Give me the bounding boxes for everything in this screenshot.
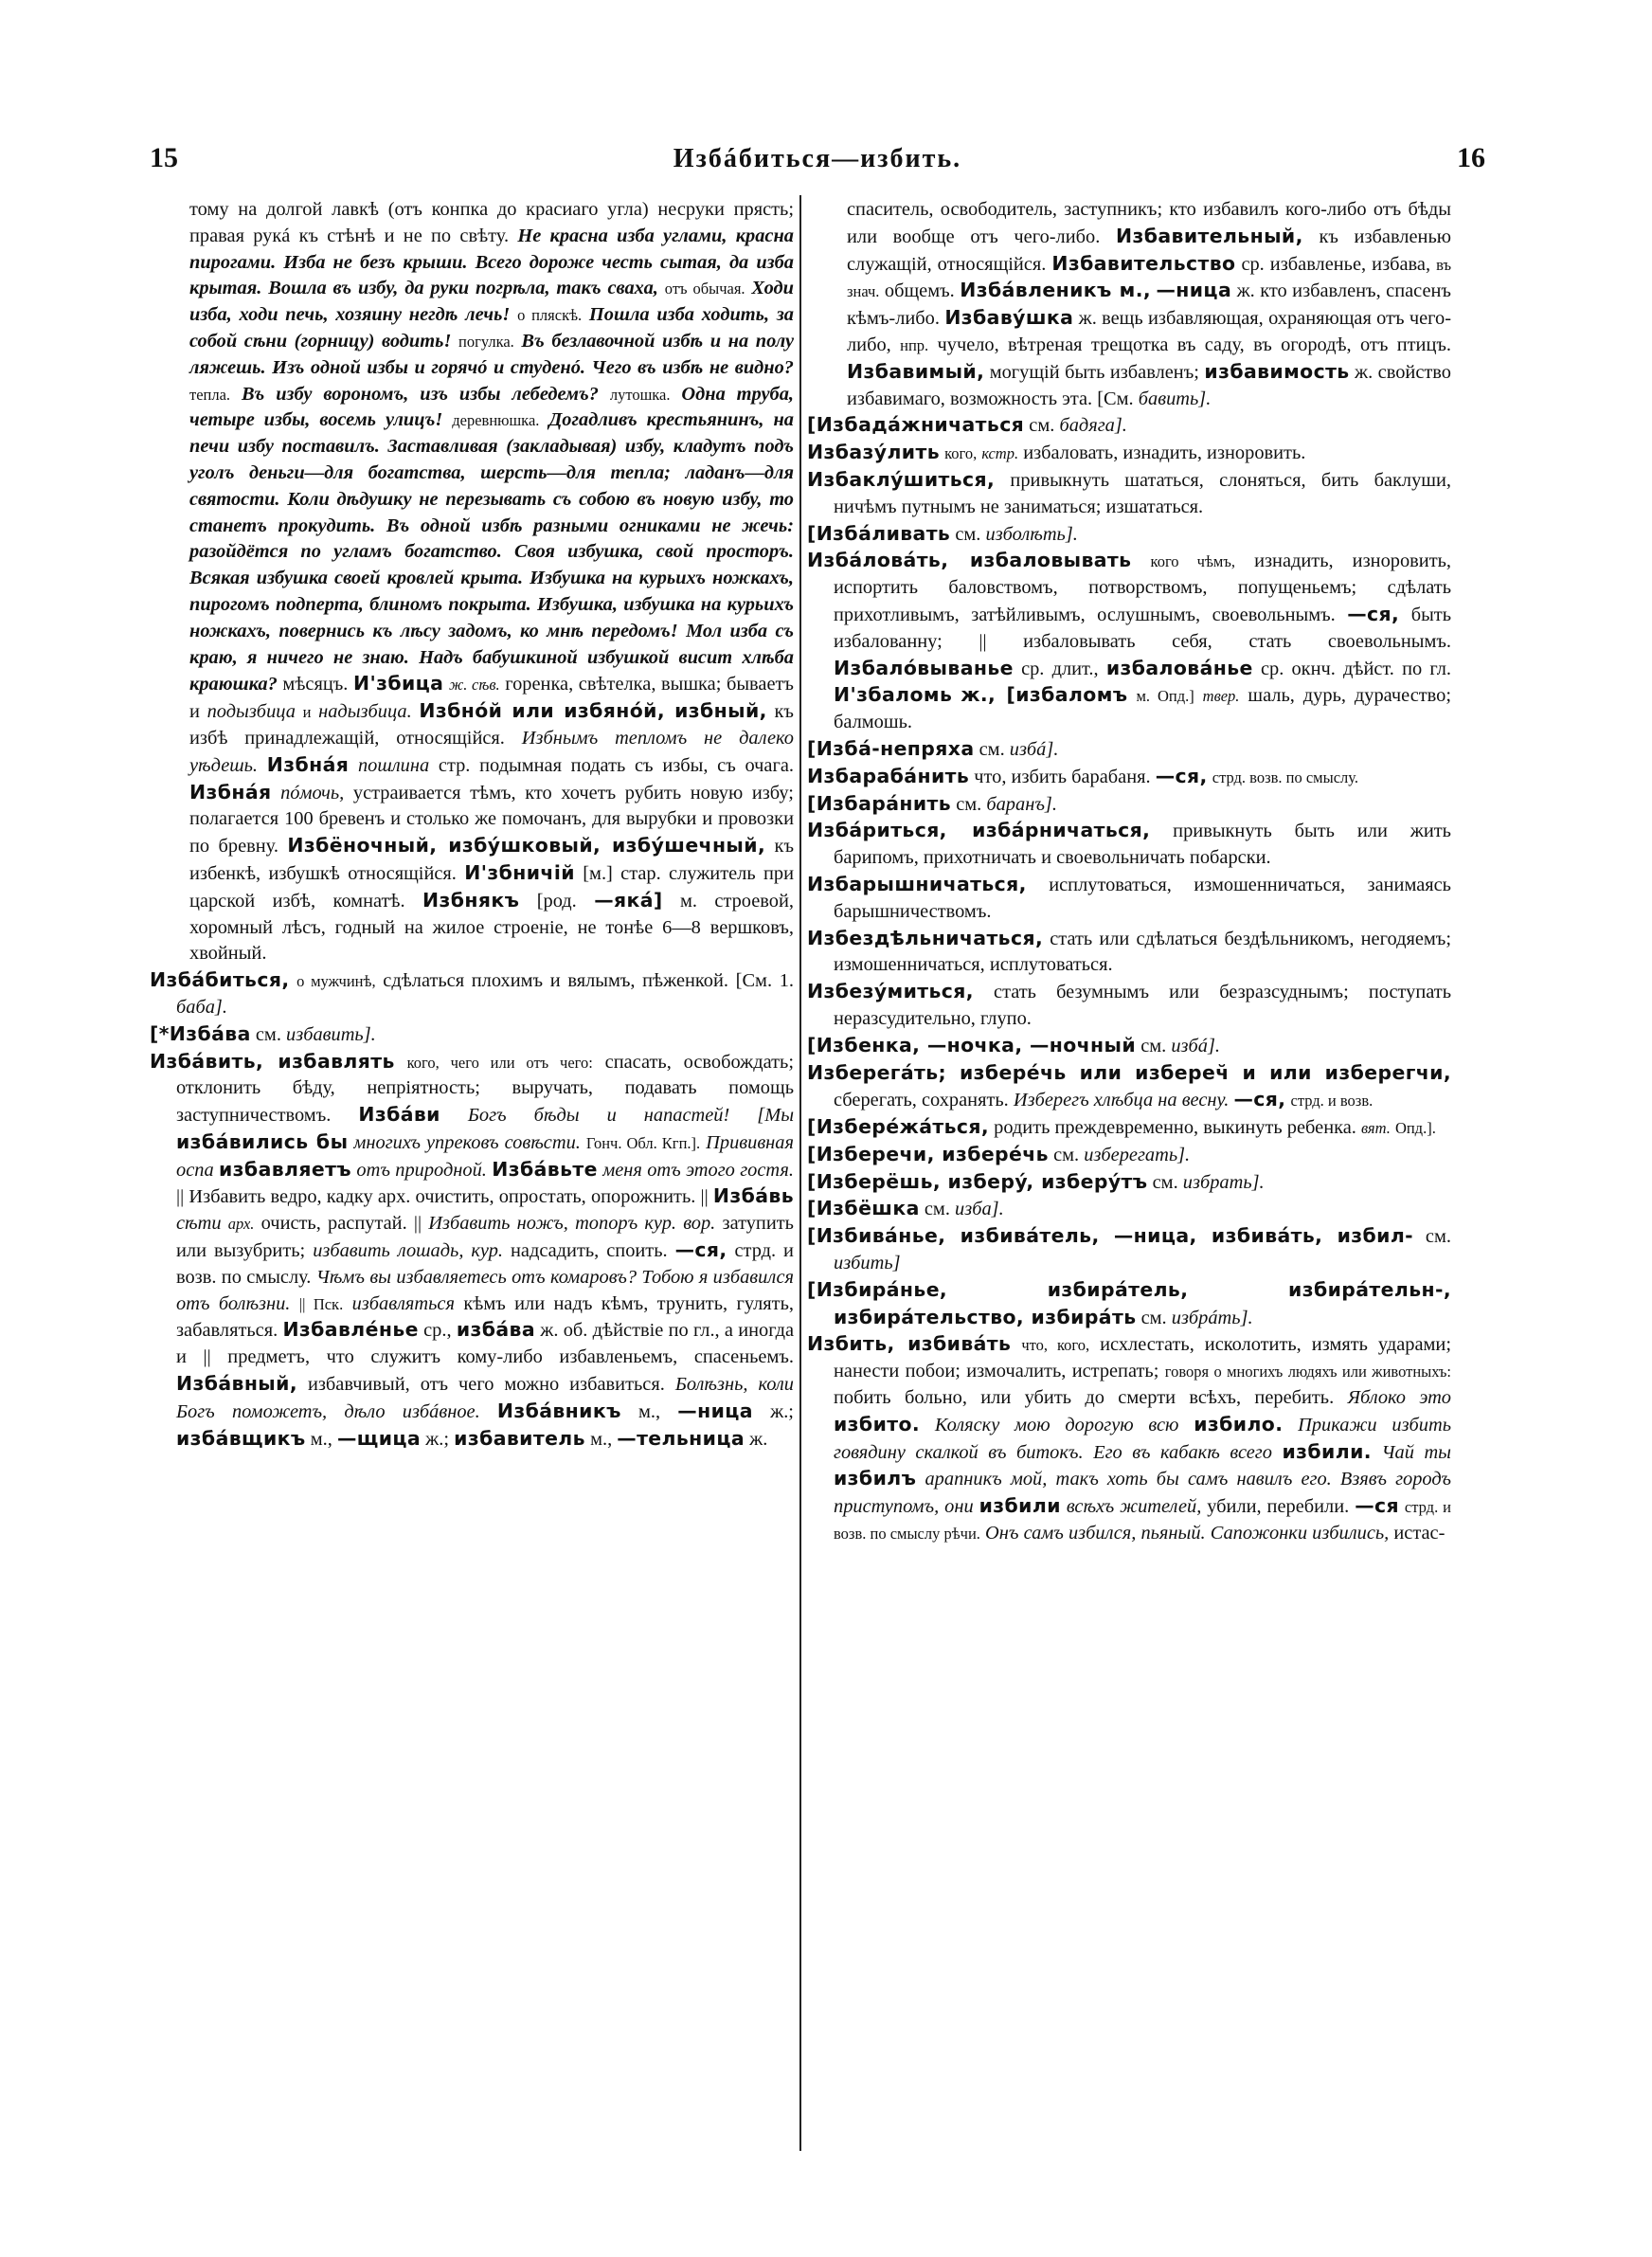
definition: ср. окнч. дѣйст. по гл. xyxy=(1260,658,1451,679)
definition: исплутоваться, измошенничаться, занимаясь барышничествомъ. xyxy=(834,874,1451,922)
headword: [Избáливать xyxy=(807,521,951,545)
grammar-note: м., xyxy=(310,1428,332,1450)
definition: ж. об. дѣйствіе по гл., а иногда и || предметъ, что служитъ кому-либо избавленьемъ, спасеньемъ. xyxy=(176,1320,794,1368)
cross-reference: избавить]. xyxy=(286,1023,376,1045)
gloss: погулка. xyxy=(458,332,514,351)
grammar-note: ср., xyxy=(423,1320,452,1342)
headword: —тельница xyxy=(617,1426,745,1450)
grammar-note: ж. xyxy=(749,1428,768,1450)
entry-izboshka xyxy=(807,1196,1451,1223)
headword: —ся, xyxy=(674,1238,727,1262)
entry-izbaklushitsya xyxy=(807,467,1451,521)
definition: спасать, освобождать; отклонить бѣду, непріятность; выручать, подавать помощь заступничествомъ. xyxy=(176,1051,794,1127)
definition: исхлестать, исколотить, измять ударами; нанести побои; измочалить, истрепать; xyxy=(834,1334,1451,1382)
headword: Избить, избивáть xyxy=(807,1332,1012,1356)
headword: —щица xyxy=(336,1426,422,1450)
headword: Избазýлить xyxy=(807,441,940,464)
entry-izbaritsya xyxy=(807,818,1451,872)
headword: [Избá-непряха xyxy=(807,736,975,760)
gloss: деревнюшка. xyxy=(452,411,540,430)
entry-izbaranit xyxy=(807,791,1451,819)
cross-reference: изберегать]. xyxy=(1084,1144,1191,1165)
example: Коляску мою дорогую всю xyxy=(934,1414,1179,1435)
grammar-note: ж.; xyxy=(770,1400,794,1422)
entry-izbadazhnichatsya xyxy=(807,412,1451,440)
definition: шаль, дурь, дурачество; балмошь. xyxy=(834,685,1452,733)
headword: [Избарáнить xyxy=(807,791,952,815)
gloss: мѣсяцъ. xyxy=(282,674,349,695)
cross-reference: избить] xyxy=(834,1253,901,1274)
text: тому на долгой лавкѣ (отъ конпка до красиаго угла) несруки прясть; правая рукá къ стѣнѣ и не по свѣту. xyxy=(189,199,794,246)
headword: Избавимый, xyxy=(847,359,985,383)
right-column xyxy=(807,197,1451,1547)
region: || Пск. xyxy=(298,1294,344,1313)
example: всѣхъ жителей, xyxy=(1066,1496,1202,1518)
headword: Избнóй или избянóй, избный, xyxy=(419,699,767,723)
proverb: Пошла изба ходить, за собой сѣни (горницу) водить! xyxy=(189,304,794,352)
entry-izbabitsya xyxy=(150,967,794,1021)
region: кстр. xyxy=(981,444,1019,463)
definition: привыкнуть быть или жить барипомъ, прихотничать и своевольничать побарски. xyxy=(834,821,1451,869)
grammar-note: стрд. возв. по смыслу. xyxy=(1212,767,1358,786)
definition: очисть, распутай. || xyxy=(260,1213,422,1235)
headword: Избавýшка xyxy=(944,306,1074,330)
definition: къ избенкѣ, избушкѣ относящійся. xyxy=(189,836,794,884)
see: см. xyxy=(1140,1035,1167,1056)
example: арапникъ мой, такъ хоть бы самъ навилъ его. Взявъ городъ приступомъ, они xyxy=(834,1469,1451,1518)
source: Гонч. Обл. Кгп.]. xyxy=(585,1133,701,1152)
entry-izbalivat xyxy=(807,521,1451,549)
entry-izbazulit xyxy=(807,440,1451,467)
definition: стр. подымная подать съ избы, съ очага. xyxy=(438,754,794,776)
region: вят. xyxy=(1360,1119,1391,1138)
headword: ж., [избаломъ xyxy=(961,683,1128,707)
definition: ж. вещь избавляющая, охраняющая отъ чего-либо, xyxy=(847,308,1452,355)
example: многихъ упрековъ совѣсти. xyxy=(353,1131,581,1153)
proverb: Въ безлавочной избѣ и на полу ляжешь. Изъ одной избы и горячó и студенó. Чего въ избѣ не видно? xyxy=(189,330,794,378)
definition: побить больно, или убить до смерти всѣхъ, перебить. xyxy=(834,1387,1335,1409)
proverb: Ходи изба, ходи печь, хозяину негдѣ лечь! xyxy=(189,278,794,326)
definition: быть избалованну; || избаловывать себя, стать своевольнымъ. xyxy=(834,604,1451,652)
headword: Избаклýшиться, xyxy=(807,467,996,491)
definition: спаситель, освободитель, заступникъ; кто избавилъ кого-либо отъ бѣды или вообще отъ чего-либо. xyxy=(847,199,1451,247)
entry-izbenka xyxy=(807,1033,1451,1060)
headword: Избáбиться, xyxy=(150,968,290,992)
proverb: Не красна изба углами, красна пирогами. Изба не безъ крыши. Всего дороже честь сытая, да изба крытая. Вошла въ избу, да руки погрѣла, такъ сваха, xyxy=(189,225,794,299)
grammar-note: о мужчинѣ, xyxy=(296,972,376,991)
grammar-note: говоря о многихъ людяхъ или животныхъ: xyxy=(1164,1363,1451,1381)
entry-izbaryshnichatsya xyxy=(807,872,1451,926)
grammar-note: [род. xyxy=(536,890,577,912)
cross-reference: избá]. xyxy=(1171,1035,1220,1056)
headword: Избезýмиться, xyxy=(807,980,974,1003)
page-header xyxy=(150,142,1485,182)
definition: изнадить, изноровить, испортить баловствомъ, потворствомъ, попущеньемъ; сдѣлать прихотливымъ, затѣйливымъ, ослушнымъ, своевольнымъ. xyxy=(834,551,1451,625)
see: см. xyxy=(1152,1171,1178,1193)
example: пошлина xyxy=(357,754,430,776)
headword: [Избёшка xyxy=(807,1197,920,1220)
headword: Избездѣльничаться, xyxy=(807,926,1044,949)
example: Чай ты xyxy=(1381,1441,1451,1463)
headword: Избáриться, избáрничаться, xyxy=(807,819,1151,842)
headword: Избавительство xyxy=(1051,251,1236,275)
grammar-note: кого, xyxy=(944,444,978,463)
headword: Избáвленикъ м., xyxy=(960,279,1151,302)
headword: —ся, xyxy=(1155,764,1208,787)
definition: стать или сдѣлаться бездѣльникомъ, негодяемъ; измошенничаться, исплутоваться. xyxy=(834,928,1451,976)
definition: || Избавить ведро, кадку арх. очистить, опростать, опорожнить. || xyxy=(176,1186,709,1208)
example: Избавить ножъ, топоръ кур. вор. xyxy=(428,1213,716,1235)
definition: общемъ. xyxy=(884,280,955,302)
headword: Избёночный, избýшковый, избýшечный, xyxy=(287,834,766,858)
definition: избавчивый, отъ чего можно избавиться. xyxy=(307,1374,665,1396)
example: Избнымъ тепломъ не далеко уѣдешь. xyxy=(189,727,794,776)
headword: [Изберечи, изберéчь xyxy=(807,1142,1049,1165)
example: Прикажи избить говядину скалкой въ битокъ. Его въ кабакѣ всего xyxy=(834,1414,1451,1463)
entry-izberezhatsya xyxy=(807,1114,1451,1142)
see: см. xyxy=(1053,1144,1080,1165)
headword: [Избивáнье, избивáтель, —ница, избивáть, избил- xyxy=(807,1224,1414,1248)
headword: —ница xyxy=(677,1399,753,1422)
entry-izbiranye xyxy=(807,1277,1451,1332)
cross-reference: баба]. xyxy=(176,996,227,1018)
see: см. xyxy=(955,523,981,545)
grammar-note: ж. сѣв. xyxy=(448,676,500,695)
definition: къ избѣ принадлежащій, относящійся. xyxy=(189,701,794,749)
grammar-note: нпр. xyxy=(900,335,929,354)
grammar-note: кого, чего или отъ чего: xyxy=(406,1053,593,1072)
region: арх. xyxy=(227,1215,255,1234)
headword: избилъ xyxy=(834,1467,917,1490)
cross-reference: бавить]. xyxy=(1138,388,1212,409)
grammar-note: м., xyxy=(638,1400,661,1422)
example: сѣти xyxy=(176,1213,222,1235)
gloss: отъ обычая. xyxy=(664,280,745,298)
entry-izberegat xyxy=(807,1060,1451,1115)
definition: истас- xyxy=(1393,1523,1446,1544)
headword: Избáвить, избавлять xyxy=(150,1049,395,1073)
see: см. xyxy=(1140,1307,1167,1328)
headword: избили. xyxy=(1282,1439,1372,1463)
definition: надсадить, споить. xyxy=(510,1240,668,1262)
headword: избавитель xyxy=(454,1426,585,1450)
running-head: Избáбиться—избить. xyxy=(673,144,962,173)
cross-reference: избá]. xyxy=(1009,738,1059,760)
definition: что, избить барабаня. xyxy=(974,766,1151,787)
definition: горенка, свѣтелка, вышка; бываетъ и xyxy=(189,674,794,723)
gloss: лутошка. xyxy=(609,385,671,404)
definition: затупить или вызубрить; xyxy=(176,1213,794,1262)
cross-reference: избрать]. xyxy=(1182,1171,1265,1193)
cross-reference: баранъ]. xyxy=(986,793,1057,815)
headword: Избарабáнить xyxy=(807,764,970,787)
headword: Избáвникъ xyxy=(496,1399,621,1422)
gloss: тепла. xyxy=(189,385,231,404)
headword: Избнáя xyxy=(189,780,272,803)
headword: избáва xyxy=(456,1318,536,1342)
grammar-note: кого чѣмъ, xyxy=(1150,552,1236,571)
definition: [м.] стар. служитель при царской избѣ, комнатѣ. xyxy=(189,862,794,912)
headword: избáвились бы xyxy=(176,1129,349,1153)
headword: Избнякъ xyxy=(422,888,520,912)
headword: избаловáнье xyxy=(1105,656,1253,679)
headword: И'збаломь xyxy=(834,683,953,707)
example: Яблоко это xyxy=(1347,1387,1451,1409)
headword: Избалóвыванье xyxy=(834,656,1014,679)
headword: [*Избáва xyxy=(150,1021,251,1045)
entry-izbavit xyxy=(150,1049,794,1454)
grammar-note: что, кого, xyxy=(1021,1336,1090,1355)
cross-reference: изба]. xyxy=(955,1199,1004,1220)
headword: Избнáя xyxy=(266,752,350,776)
grammar-note: ср. длит., xyxy=(1021,658,1099,679)
see: см. xyxy=(956,793,982,815)
example: Прививная оспа xyxy=(176,1131,794,1181)
source: Опд.]. xyxy=(1394,1119,1436,1138)
entry-izbarabanit xyxy=(807,764,1451,791)
grammar-note: стрд. и возв. по смыслу рѣчи. xyxy=(834,1498,1451,1544)
headword: Избавительный, xyxy=(1116,224,1303,247)
headword: избило. xyxy=(1194,1412,1284,1435)
see: см. xyxy=(1029,415,1055,437)
definition: кѣмъ или надъ кѣмъ, трунить, гулять, забавляться. xyxy=(176,1292,794,1342)
definition: привыкнуть шататься, слоняться, бить баклуши, ничѣмъ путнымъ не заниматься; изшататься. xyxy=(834,469,1451,517)
headword: избили xyxy=(979,1494,1061,1518)
cross-reference: бадяга]. xyxy=(1059,415,1127,437)
grammar-note: м., xyxy=(590,1428,613,1450)
headword: —якá] xyxy=(594,888,663,912)
headword: Изберегáть; изберéчь или избереч̆ и или изберегчи, xyxy=(807,1060,1451,1084)
entry-izberechi xyxy=(807,1142,1451,1169)
definition: избаловать, изнадить, изноровить. xyxy=(1023,442,1306,464)
definition: ср. избавленье, избава, xyxy=(1241,253,1431,275)
definition: стать безумнымъ или безразсуднымъ; поступать неразсудительно, глупо. xyxy=(834,982,1451,1029)
headword: [Избирáнье, избирáтель, избирáтельн-, избирáтельство, избирáть xyxy=(807,1277,1451,1328)
cross-reference: избрáть]. xyxy=(1171,1307,1253,1328)
headword: —ся, xyxy=(1347,602,1400,625)
example: Чѣмъ вы избавляетесь отъ комаровъ? Тобою я избавился отъ болѣзни. xyxy=(176,1266,794,1314)
example: Онъ самъ избился, пьяный. Сапожонки избились, xyxy=(985,1523,1390,1544)
headword: —ся xyxy=(1355,1494,1399,1518)
variant: надызбица. xyxy=(318,701,412,723)
definition: ж. свойство избавимаго, возможность эта. [См. xyxy=(847,361,1451,409)
headword: избáвщикъ xyxy=(176,1426,306,1450)
entry-izbit xyxy=(807,1331,1451,1546)
headword: [Избенка, —ночка, —ночный xyxy=(807,1033,1137,1056)
entry-izbava xyxy=(150,1021,794,1049)
definition: убили, перебили. xyxy=(1207,1496,1350,1518)
headword: И'збничій xyxy=(464,860,575,884)
headword: —ся, xyxy=(1233,1088,1286,1111)
grammar-note: стрд. и возв. xyxy=(1290,1092,1374,1110)
definition: м. строевой, хоромный лѣсъ, годный на жилое строеніе, не тонѣе 6—8 вершковъ, хвойный. xyxy=(189,890,794,965)
region: твер. xyxy=(1202,687,1240,706)
headword: Избáловáть, избаловывать xyxy=(807,549,1132,572)
headword: Избавлéнье xyxy=(282,1318,419,1342)
definition: родить преждевременно, выкинуть ребенка. xyxy=(994,1117,1356,1139)
grammar-note: ж.; xyxy=(425,1428,450,1450)
definition: устраивается тѣмъ, кто хочетъ рубить новую избу; полагается 100 бревенъ и столько же помочанъ, для вырубки и провозки по бревну. xyxy=(189,782,794,858)
entry-izbalovat xyxy=(807,548,1451,736)
headword: [Избадáжничаться xyxy=(807,413,1025,437)
example: Изберегъ хлѣбца на весну. xyxy=(1013,1090,1230,1111)
proverb: Догадливъ крестьянинъ, на печи избу поставилъ. Заставливая (закладывая) избу, кладутъ подъ уголъ деньги—для богатства, шерсть—для тепла; ладанъ—для святости. Коли дѣдушку не перезывать съ собою въ новую избу, то станетъ прокудить. Въ одной избѣ разными огниками не жечь: разойдётся по угламъ богатство. Своя избушка, свой просторъ. Всякая избушка своей кровлей крыта. Избушка на курьихъ ножкахъ, пирогомъ подперта, блиномъ покрыта. Избушка, избушка на курьихъ ножкахъ, повернись къ лѣсу задомъ, ко мнѣ передомъ! Мол изба съ краю, я ничего не знаю. Надъ бабушкиной избушкой висит хлѣба краюшка? xyxy=(189,409,794,695)
definition: къ избавленью служащій, относящійся. xyxy=(847,226,1451,275)
headword: Избарышничаться, xyxy=(807,872,1027,895)
definition: сдѣлаться плохимъ и вялымъ, пѣженкой. [См. 1. xyxy=(383,970,794,992)
example: отъ природной. xyxy=(356,1159,487,1181)
gloss: о пляскѣ. xyxy=(517,306,583,325)
entry-izbezdelnichatsya xyxy=(807,926,1451,980)
headword: И'збица xyxy=(352,672,444,695)
headword: Избáвьте xyxy=(492,1157,598,1181)
entry-izbavit-continuation xyxy=(807,197,1451,412)
page-number-left: 15 xyxy=(150,142,178,173)
definition: могущій быть избавленъ; xyxy=(989,361,1199,383)
headword: —ница xyxy=(1156,279,1232,302)
riddle: Въ избу ворономъ, изъ избы лебедемъ? xyxy=(241,383,599,405)
example: меня отъ этого гостя. xyxy=(602,1159,794,1181)
entry-izbivanye xyxy=(807,1223,1451,1277)
definition: сберегать, сохранять. xyxy=(834,1090,1009,1111)
headword: избито. xyxy=(834,1412,921,1435)
example: избавляться xyxy=(351,1292,455,1314)
grammar-note: м. Опд.] xyxy=(1136,687,1194,706)
example: пóмочь, xyxy=(280,782,345,803)
column-divider xyxy=(799,195,801,2151)
example: Болѣзнь, коли Богъ поможетъ, дѣло избáвное. xyxy=(176,1374,794,1422)
left-column xyxy=(150,197,794,1453)
definition: стрд. и возв. по смыслу. xyxy=(176,1240,794,1288)
headword: [Изберéжáться, xyxy=(807,1115,990,1139)
grammar-note: въ знач. xyxy=(847,255,1452,301)
entry-izba-nepryakha xyxy=(807,736,1451,764)
headword: Избáвный, xyxy=(176,1372,297,1396)
headword: избавимость xyxy=(1204,359,1350,383)
entry-izbezumitsya xyxy=(807,979,1451,1033)
see: см. xyxy=(255,1023,281,1045)
see: см. xyxy=(1425,1226,1451,1248)
headword: избавляетъ xyxy=(219,1157,352,1181)
page-number-right: 16 xyxy=(1457,142,1485,173)
headword: Избáви xyxy=(358,1103,440,1127)
headword: Избáвь xyxy=(712,1184,794,1208)
example: избавить лошадь, кур. xyxy=(313,1240,504,1262)
see: см. xyxy=(924,1199,950,1220)
entry-izba-continuation xyxy=(150,197,794,967)
see: см. xyxy=(979,738,1005,760)
definition: ж. кто избавленъ, спасенъ кѣмъ-либо. xyxy=(847,280,1451,330)
riddle: Одна труба, четыре избы, восемь улицъ! xyxy=(189,383,794,431)
conj: и xyxy=(302,703,312,722)
entry-izberesh xyxy=(807,1169,1451,1197)
definition: чучело, вѣтреная трещотка въ саду, въ огородѣ, отъ птицъ. xyxy=(937,334,1451,355)
headword: [Изберёшь, изберý, изберýтъ xyxy=(807,1169,1148,1193)
example: Богъ бѣды и напастей! [Мы xyxy=(467,1105,794,1127)
variant: подызбица xyxy=(206,701,296,723)
cross-reference: изболѣть]. xyxy=(985,523,1078,545)
